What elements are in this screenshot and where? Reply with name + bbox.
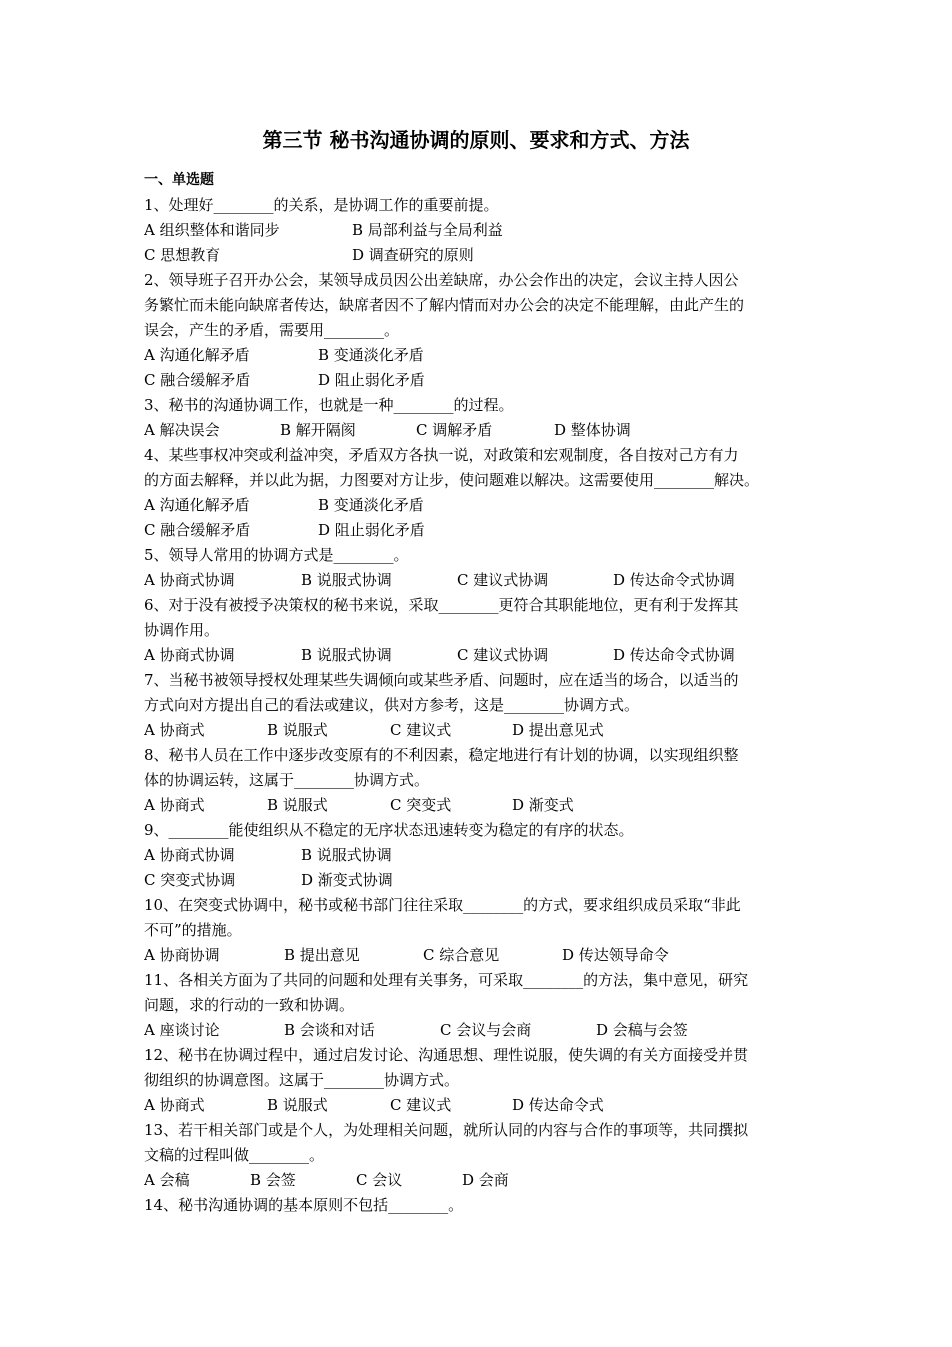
question-text-line: 11、各相关方面为了共同的问题和处理有关事务，可采取________的方法，集中意见，研究: [144, 971, 749, 989]
answer-option: B 说服式协调: [301, 571, 392, 589]
answer-option: D 渐变式协调: [301, 871, 393, 889]
answer-options-line: [144, 868, 812, 893]
answer-options-line: [144, 718, 812, 743]
question-text-line: 协调作用。: [144, 621, 220, 639]
question-text-line: 误会，产生的矛盾，需要用________。: [144, 321, 400, 339]
answer-option: A 协商式: [144, 721, 205, 739]
answer-option: A 协商式协调: [144, 846, 235, 864]
answer-options-line: [144, 343, 812, 368]
answer-option: D 阻止弱化矛盾: [318, 521, 425, 539]
answer-option: B 会谈和对话: [284, 1021, 375, 1039]
answer-options-line: [144, 1018, 812, 1043]
answer-option: C 综合意见: [423, 946, 500, 964]
answer-option: D 传达命令式: [512, 1096, 604, 1114]
answer-options-line: [144, 518, 812, 543]
answer-options-line: [144, 943, 812, 968]
question-text-line: 4、某些事权冲突或利益冲突，矛盾双方各执一说，对政策和宏观制度，各自按对己方有力: [144, 446, 739, 464]
answer-option: C 建议式协调: [457, 646, 549, 664]
question-text-line: 1、处理好________的关系，是协调工作的重要前提。: [144, 196, 499, 214]
question-text-line: 14、秘书沟通协调的基本原则不包括________。: [144, 1196, 464, 1214]
answer-option: B 变通淡化矛盾: [318, 346, 424, 364]
answer-option: A 组织整体和谐同步: [144, 221, 280, 239]
answer-options-line: [144, 843, 812, 868]
answer-options-line: [144, 568, 812, 593]
answer-option: A 协商式: [144, 1096, 205, 1114]
answer-option: B 解开隔阂: [280, 421, 356, 439]
answer-options-line: [144, 1168, 812, 1193]
question-text-line: 6、对于没有被授予决策权的秘书来说，采取________更符合其职能地位，更有利于发挥其: [144, 596, 739, 614]
answer-option: B 提出意见: [284, 946, 360, 964]
answer-option: B 变通淡化矛盾: [318, 496, 424, 514]
answer-option: D 调查研究的原则: [352, 246, 474, 264]
answer-option: D 整体协调: [554, 421, 631, 439]
question-text-line: 问题，求的行动的一致和协调。: [144, 996, 355, 1014]
answer-options-line: [144, 793, 812, 818]
question-text-line: 2、领导班子召开办公会，某领导成员因公出差缺席，办公会作出的决定，会议主持人因公: [144, 271, 739, 289]
question-text-line: 彻组织的协调意图。这属于________协调方式。: [144, 1071, 460, 1089]
answer-options-line: [144, 243, 812, 268]
answer-option: A 协商式协调: [144, 571, 235, 589]
answer-option: B 说服式: [267, 721, 328, 739]
answer-option: B 说服式: [267, 796, 328, 814]
question-text-line: 12、秘书在协调过程中，通过启发讨论、沟通思想、理性说服，使失调的有关方面接受并贯: [144, 1046, 749, 1064]
answer-option: A 协商协调: [144, 946, 220, 964]
question-text-line: 务繁忙而未能向缺席者传达，缺席者因不了解内情而对办公会的决定不能理解，由此产生的: [144, 296, 745, 314]
answer-option: D 会商: [462, 1171, 509, 1189]
section-heading: 一、单选题: [144, 172, 214, 188]
answer-option: D 会稿与会签: [596, 1021, 688, 1039]
answer-option: D 提出意见式: [512, 721, 604, 739]
question-text-line: 10、在突变式协调中，秘书或秘书部门往往采取________的方式，要求组织成员采取“非此: [144, 896, 741, 914]
answer-option: D 阻止弱化矛盾: [318, 371, 425, 389]
question-list: [144, 168, 812, 1218]
answer-option: D 传达领导命令: [562, 946, 669, 964]
answer-option: C 建议式协调: [457, 571, 549, 589]
question-text-line: 5、领导人常用的协调方式是________。: [144, 546, 409, 564]
answer-options-line: [144, 643, 812, 668]
answer-option: D 传达命令式协调: [613, 646, 735, 664]
answer-option: B 说服式: [267, 1096, 328, 1114]
question-text-line: 9、________能使组织从不稳定的无序状态迅速转变为稳定的有序的状态。: [144, 821, 634, 839]
answer-option: A 沟通化解矛盾: [144, 496, 250, 514]
answer-option: D 传达命令式协调: [613, 571, 735, 589]
answer-option: A 会稿: [144, 1171, 190, 1189]
answer-options-line: [144, 218, 812, 243]
answer-option: B 局部利益与全局利益: [352, 221, 503, 239]
answer-option: C 建议式: [390, 1096, 452, 1114]
question-text-line: 方式向对方提出自己的看法或建议，供对方参考，这是________协调方式。: [144, 696, 640, 714]
answer-option: D 渐变式: [512, 796, 574, 814]
answer-option: A 协商式协调: [144, 646, 235, 664]
answer-option: C 会议与会商: [440, 1021, 532, 1039]
answer-options-line: [144, 418, 812, 443]
answer-option: C 建议式: [390, 721, 452, 739]
answer-option: B 说服式协调: [301, 846, 392, 864]
answer-option: C 调解矛盾: [416, 421, 493, 439]
answer-option: A 协商式: [144, 796, 205, 814]
answer-option: C 融合缓解矛盾: [144, 371, 251, 389]
answer-option: B 会签: [250, 1171, 296, 1189]
answer-option: C 突变式协调: [144, 871, 236, 889]
answer-options-line: [144, 368, 812, 393]
question-text-line: 8、秘书人员在工作中逐步改变原有的不利因素，稳定地进行有计划的协调，以实现组织整: [144, 746, 739, 764]
question-text-line: 13、若干相关部门或是个人，为处理相关问题，就所认同的内容与合作的事项等，共同撰拟: [144, 1121, 749, 1139]
document-title: 第三节 秘书沟通协调的原则、要求和方式、方法: [262, 128, 690, 152]
question-text-line: 的方面去解释，并以此为据，力图要对方让步，使问题难以解决。这需要使用________解决。: [144, 471, 760, 489]
answer-option: A 解决误会: [144, 421, 220, 439]
answer-option: C 思想教育: [144, 246, 221, 264]
question-text-line: 文稿的过程叫做________。: [144, 1146, 325, 1164]
answer-option: C 融合缓解矛盾: [144, 521, 251, 539]
answer-option: B 说服式协调: [301, 646, 392, 664]
answer-option: A 沟通化解矛盾: [144, 346, 250, 364]
question-text-line: 7、当秘书被领导授权处理某些失调倾向或某些矛盾、问题时，应在适当的场合，以适当的: [144, 671, 739, 689]
answer-options-line: [144, 1093, 812, 1118]
question-text-line: 3、秘书的沟通协调工作，也就是一种________的过程。: [144, 396, 514, 414]
answer-option: C 会议: [356, 1171, 403, 1189]
question-text-line: 不可”的措施。: [144, 921, 242, 939]
answer-option: C 突变式: [390, 796, 452, 814]
answer-option: A 座谈讨论: [144, 1021, 220, 1039]
question-text-line: 体的协调运转，这属于________协调方式。: [144, 771, 430, 789]
answer-options-line: [144, 493, 812, 518]
